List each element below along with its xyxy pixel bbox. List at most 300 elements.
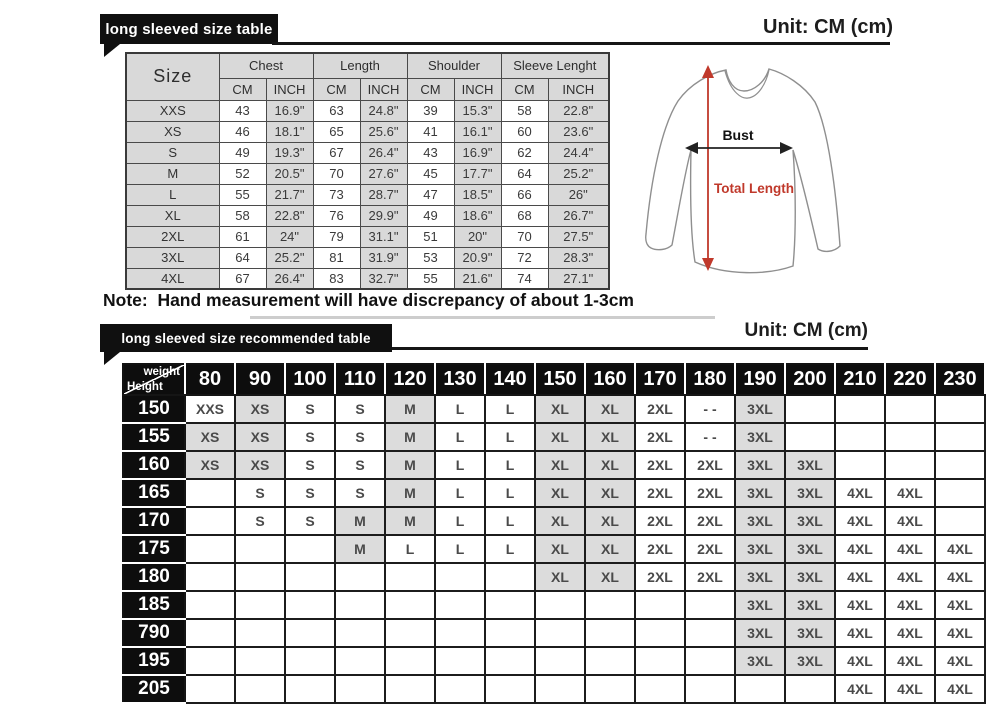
measure-cell: 21.7": [266, 184, 313, 205]
size-rec-cell: 4XL: [935, 675, 985, 703]
height-row: [123, 451, 985, 479]
size-rec-cell: 4XL: [835, 507, 885, 535]
size-rec-cell: L: [435, 507, 485, 535]
size-rec-cell: [835, 451, 885, 479]
weight-header: 220: [885, 364, 935, 395]
unit-subheader: CM: [219, 78, 266, 100]
measure-cell: 81: [313, 247, 360, 268]
measure-cell: 53: [407, 247, 454, 268]
size-rec-cell: [735, 675, 785, 703]
size-rec-cell: L: [485, 535, 535, 563]
size-rec-cell: S: [285, 507, 335, 535]
size-rec-cell: [885, 395, 935, 423]
height-row: [123, 647, 985, 675]
weight-header: 210: [835, 364, 885, 395]
weight-header: 230: [935, 364, 985, 395]
weight-header: 190: [735, 364, 785, 395]
height-row: [123, 563, 985, 591]
size-rec-cell: [185, 535, 235, 563]
size-rec-cell: [585, 647, 635, 675]
measure-cell: 74: [501, 268, 548, 289]
weight-header: 80: [185, 364, 235, 395]
size-rec-cell: 4XL: [835, 619, 885, 647]
measure-cell: 52: [219, 163, 266, 184]
measure-cell: 58: [219, 205, 266, 226]
size-rec-cell: [235, 647, 285, 675]
size-rec-cell: [185, 507, 235, 535]
size-rec-cell: XL: [535, 563, 585, 591]
size-rec-cell: [485, 675, 535, 703]
measure-cell: 25.2": [266, 247, 313, 268]
weight-header: 130: [435, 364, 485, 395]
size-rec-cell: [235, 591, 285, 619]
size-rec-cell: [935, 423, 985, 451]
size-rec-cell: [185, 591, 235, 619]
size-rec-cell: 2XL: [685, 563, 735, 591]
size-rec-cell: [335, 563, 385, 591]
section-tag-recommended-table: [100, 324, 392, 352]
size-rec-cell: [185, 563, 235, 591]
measure-cell: 18.5": [454, 184, 501, 205]
size-rec-cell: [635, 675, 685, 703]
size-rec-cell: L: [435, 395, 485, 423]
size-rec-cell: [185, 647, 235, 675]
measure-cell: 61: [219, 226, 266, 247]
measure-cell: 63: [313, 100, 360, 121]
height-header: 150: [123, 395, 185, 423]
weight-header: 150: [535, 364, 585, 395]
size-rec-cell: XL: [585, 395, 635, 423]
size-rec-cell: 4XL: [885, 507, 935, 535]
measure-cell: 24": [266, 226, 313, 247]
shirt-outline: [646, 69, 840, 273]
measure-group-header: Shoulder: [407, 53, 501, 78]
weight-header: 160: [585, 364, 635, 395]
size-rec-cell: M: [385, 479, 435, 507]
size-rec-cell: [435, 591, 485, 619]
size-rec-cell: 4XL: [885, 535, 935, 563]
unit-subheader: CM: [313, 78, 360, 100]
measure-cell: 20.9": [454, 247, 501, 268]
size-rec-cell: [285, 647, 335, 675]
size-rec-cell: [335, 675, 385, 703]
size-row: [126, 184, 609, 205]
size-rec-cell: S: [335, 451, 385, 479]
height-header: 790: [123, 619, 185, 647]
size-rec-cell: M: [335, 535, 385, 563]
size-label-cell: XXS: [126, 100, 219, 121]
size-rec-cell: [935, 479, 985, 507]
measure-cell: 16.9": [266, 100, 313, 121]
measure-cell: 45: [407, 163, 454, 184]
height-header: 165: [123, 479, 185, 507]
unit-label: Unit: CM (cm): [763, 16, 893, 38]
size-rec-cell: [235, 535, 285, 563]
size-rec-cell: XL: [585, 479, 635, 507]
height-header: 160: [123, 451, 185, 479]
size-rec-cell: [485, 647, 535, 675]
size-rec-cell: [785, 395, 835, 423]
size-rec-cell: 4XL: [835, 591, 885, 619]
measure-cell: 67: [313, 142, 360, 163]
size-rec-cell: XL: [535, 451, 585, 479]
section-tag-label: long sleeved size table: [105, 20, 273, 38]
divider-line: [272, 42, 890, 45]
height-row: [123, 423, 985, 451]
measure-cell: 46: [219, 121, 266, 142]
measure-cell: 25.2": [548, 163, 609, 184]
size-rec-cell: [385, 675, 435, 703]
measure-cell: 67: [219, 268, 266, 289]
size-rec-cell: XS: [185, 423, 235, 451]
size-rec-cell: 4XL: [885, 563, 935, 591]
size-rec-cell: [385, 647, 435, 675]
measure-cell: 20": [454, 226, 501, 247]
height-header: 170: [123, 507, 185, 535]
height-header: 180: [123, 563, 185, 591]
size-rec-cell: 4XL: [935, 563, 985, 591]
size-rec-cell: XL: [535, 479, 585, 507]
height-header: 155: [123, 423, 185, 451]
size-rec-cell: 2XL: [685, 535, 735, 563]
measure-cell: 49: [407, 205, 454, 226]
size-rec-cell: [485, 591, 535, 619]
size-rec-cell: 4XL: [885, 619, 935, 647]
measure-cell: 68: [501, 205, 548, 226]
measure-cell: 47: [407, 184, 454, 205]
measure-cell: 49: [219, 142, 266, 163]
size-rec-cell: L: [435, 423, 485, 451]
size-rec-cell: XL: [535, 395, 585, 423]
size-rec-cell: 4XL: [885, 675, 935, 703]
size-rec-cell: S: [285, 479, 335, 507]
size-rec-cell: S: [335, 423, 385, 451]
size-rec-cell: [935, 507, 985, 535]
size-row: [126, 268, 609, 289]
size-row: [126, 121, 609, 142]
measure-cell: 26.4": [360, 142, 407, 163]
size-rec-cell: XS: [235, 451, 285, 479]
size-rec-cell: S: [285, 451, 335, 479]
corner-header: [123, 364, 185, 395]
size-rec-cell: S: [335, 395, 385, 423]
size-rec-cell: M: [335, 507, 385, 535]
size-rec-cell: [485, 619, 535, 647]
measure-cell: 28.7": [360, 184, 407, 205]
measure-cell: 29.9": [360, 205, 407, 226]
size-rec-cell: L: [485, 451, 535, 479]
measure-cell: 39: [407, 100, 454, 121]
size-rec-cell: [935, 451, 985, 479]
size-rec-cell: 3XL: [735, 423, 785, 451]
size-rec-cell: [785, 423, 835, 451]
size-column-header: Size: [126, 53, 219, 100]
size-rec-cell: [285, 619, 335, 647]
size-rec-cell: 3XL: [735, 591, 785, 619]
size-rec-cell: 3XL: [785, 591, 835, 619]
unit-subheader: CM: [407, 78, 454, 100]
size-rec-cell: 3XL: [785, 451, 835, 479]
size-rec-cell: 3XL: [735, 451, 785, 479]
measure-cell: 51: [407, 226, 454, 247]
size-rec-cell: 3XL: [735, 507, 785, 535]
measure-group-header: Length: [313, 53, 407, 78]
divider-line: [392, 347, 868, 350]
size-rec-cell: L: [385, 535, 435, 563]
size-rec-cell: [385, 619, 435, 647]
measure-cell: 24.4": [548, 142, 609, 163]
size-rec-cell: 4XL: [935, 591, 985, 619]
size-rec-cell: M: [385, 451, 435, 479]
size-rec-cell: L: [435, 451, 485, 479]
size-rec-cell: [335, 647, 385, 675]
size-rec-cell: [335, 591, 385, 619]
size-rec-cell: [435, 563, 485, 591]
size-rec-cell: [535, 675, 585, 703]
size-rec-cell: [835, 423, 885, 451]
height-row: [123, 591, 985, 619]
weight-header: 110: [335, 364, 385, 395]
size-rec-cell: 4XL: [935, 535, 985, 563]
measure-cell: 20.5": [266, 163, 313, 184]
measure-cell: 72: [501, 247, 548, 268]
size-rec-cell: XL: [535, 507, 585, 535]
size-rec-cell: XL: [585, 563, 635, 591]
height-row: [123, 479, 985, 507]
size-rec-cell: XS: [235, 395, 285, 423]
size-rec-cell: [235, 619, 285, 647]
measure-cell: 31.9": [360, 247, 407, 268]
measure-cell: 18.6": [454, 205, 501, 226]
size-label-cell: 3XL: [126, 247, 219, 268]
size-rec-cell: XS: [235, 423, 285, 451]
size-rec-cell: S: [235, 507, 285, 535]
measure-cell: 41: [407, 121, 454, 142]
size-rec-cell: [185, 479, 235, 507]
measure-cell: 22.8": [266, 205, 313, 226]
height-row: [123, 395, 985, 423]
arrowhead-up: [702, 65, 714, 78]
measure-cell: 76: [313, 205, 360, 226]
weight-header: 120: [385, 364, 435, 395]
size-rec-cell: [585, 675, 635, 703]
measure-cell: 15.3": [454, 100, 501, 121]
size-rec-cell: 3XL: [785, 479, 835, 507]
size-rec-cell: 4XL: [835, 535, 885, 563]
size-rec-cell: XS: [185, 451, 235, 479]
height-header: 175: [123, 535, 185, 563]
size-rec-cell: 3XL: [785, 507, 835, 535]
measure-cell: 24.8": [360, 100, 407, 121]
size-rec-cell: [285, 591, 335, 619]
measure-cell: 27.5": [548, 226, 609, 247]
size-row: [126, 205, 609, 226]
corner-height-label: Height: [127, 381, 163, 393]
section-tag-label: long sleeved size recommended table: [121, 330, 371, 346]
size-rec-cell: [635, 619, 685, 647]
measure-cell: 60: [501, 121, 548, 142]
size-label-cell: L: [126, 184, 219, 205]
size-rec-cell: [535, 647, 585, 675]
size-rec-cell: [185, 675, 235, 703]
shirt-measurement-diagram: [638, 56, 870, 288]
size-rec-cell: L: [485, 479, 535, 507]
measure-cell: 73: [313, 184, 360, 205]
size-rec-cell: L: [485, 395, 535, 423]
measure-cell: 32.7": [360, 268, 407, 289]
size-rec-cell: 2XL: [635, 563, 685, 591]
size-rec-cell: 3XL: [735, 563, 785, 591]
size-rec-cell: [885, 423, 935, 451]
size-rec-cell: [285, 563, 335, 591]
unit-subheader: INCH: [266, 78, 313, 100]
size-rec-cell: [635, 591, 685, 619]
size-rec-cell: [685, 647, 735, 675]
size-rec-cell: [785, 675, 835, 703]
size-rec-cell: L: [435, 535, 485, 563]
measure-cell: 26.7": [548, 205, 609, 226]
section-tag-size-table: [100, 14, 278, 44]
size-rec-cell: [435, 675, 485, 703]
size-rec-cell: 2XL: [635, 451, 685, 479]
size-rec-cell: [835, 395, 885, 423]
height-row: [123, 507, 985, 535]
measure-cell: 26.4": [266, 268, 313, 289]
size-rec-cell: XL: [585, 451, 635, 479]
measure-cell: 22.8": [548, 100, 609, 121]
measurement-note: Note: Hand measurement will have discrepancy of about 1-3cm: [103, 290, 634, 310]
size-rec-cell: [385, 591, 435, 619]
height-row: [123, 619, 985, 647]
size-rec-cell: 2XL: [635, 395, 685, 423]
measure-cell: 43: [219, 100, 266, 121]
size-rec-cell: - -: [685, 423, 735, 451]
size-label-cell: XS: [126, 121, 219, 142]
measure-cell: 18.1": [266, 121, 313, 142]
size-label-cell: XL: [126, 205, 219, 226]
size-rec-cell: M: [385, 507, 435, 535]
size-rec-cell: 3XL: [735, 535, 785, 563]
size-rec-cell: [435, 619, 485, 647]
measure-cell: 27.6": [360, 163, 407, 184]
size-rec-cell: M: [385, 423, 435, 451]
measure-cell: 26": [548, 184, 609, 205]
size-rec-cell: 4XL: [885, 591, 935, 619]
measure-cell: 83: [313, 268, 360, 289]
size-label-cell: 2XL: [126, 226, 219, 247]
header-row: [126, 53, 609, 78]
size-rec-cell: 2XL: [685, 451, 735, 479]
unit-subheader: INCH: [454, 78, 501, 100]
measure-cell: 70: [501, 226, 548, 247]
unit-subheader: INCH: [548, 78, 609, 100]
size-rec-cell: 4XL: [885, 479, 935, 507]
measure-cell: 16.9": [454, 142, 501, 163]
size-rec-cell: 4XL: [835, 563, 885, 591]
size-rec-cell: [535, 591, 585, 619]
size-rec-cell: 4XL: [885, 647, 935, 675]
measure-group-header: Chest: [219, 53, 313, 78]
size-rec-cell: L: [485, 507, 535, 535]
measure-cell: 43: [407, 142, 454, 163]
size-rec-cell: 2XL: [635, 507, 685, 535]
measure-cell: 55: [407, 268, 454, 289]
size-rec-cell: 4XL: [835, 647, 885, 675]
measure-cell: 64: [219, 247, 266, 268]
size-rec-cell: S: [285, 395, 335, 423]
measure-cell: 19.3": [266, 142, 313, 163]
size-rec-cell: 2XL: [685, 479, 735, 507]
height-header: 185: [123, 591, 185, 619]
measure-cell: 27.1": [548, 268, 609, 289]
size-rec-cell: 4XL: [935, 619, 985, 647]
size-label-cell: 4XL: [126, 268, 219, 289]
size-recommended-table: [122, 363, 986, 704]
size-label-cell: S: [126, 142, 219, 163]
size-label-cell: M: [126, 163, 219, 184]
height-row: [123, 675, 985, 703]
weight-header: 90: [235, 364, 285, 395]
size-row: [126, 247, 609, 268]
size-rec-cell: 3XL: [785, 563, 835, 591]
size-rec-cell: 3XL: [735, 479, 785, 507]
size-rec-cell: [585, 591, 635, 619]
total-length-label: Total Length: [714, 181, 794, 196]
size-row: [126, 142, 609, 163]
measure-cell: 21.6": [454, 268, 501, 289]
height-header: 195: [123, 647, 185, 675]
measure-cell: 79: [313, 226, 360, 247]
size-rec-cell: 4XL: [835, 675, 885, 703]
height-row: [123, 535, 985, 563]
size-rec-cell: [235, 675, 285, 703]
unit-subheader: INCH: [360, 78, 407, 100]
height-header: 205: [123, 675, 185, 703]
weight-header: 100: [285, 364, 335, 395]
measure-cell: 31.1": [360, 226, 407, 247]
size-rec-cell: XL: [585, 507, 635, 535]
size-rec-cell: [935, 395, 985, 423]
size-row: [126, 163, 609, 184]
size-rec-cell: 3XL: [785, 535, 835, 563]
bust-label: Bust: [722, 127, 754, 143]
measure-cell: 58: [501, 100, 548, 121]
size-row: [126, 226, 609, 247]
size-rec-cell: [235, 563, 285, 591]
size-rec-cell: 4XL: [835, 479, 885, 507]
size-rec-cell: [435, 647, 485, 675]
size-rec-cell: [285, 535, 335, 563]
measure-cell: 16.1": [454, 121, 501, 142]
measure-cell: 23.6": [548, 121, 609, 142]
size-rec-cell: [335, 619, 385, 647]
size-rec-cell: [285, 675, 335, 703]
measure-cell: 55: [219, 184, 266, 205]
size-rec-cell: 2XL: [635, 479, 685, 507]
size-rec-cell: 2XL: [635, 423, 685, 451]
size-rec-cell: L: [435, 479, 485, 507]
size-rec-cell: XL: [585, 535, 635, 563]
size-rec-cell: 3XL: [785, 619, 835, 647]
size-rec-cell: S: [335, 479, 385, 507]
size-rec-cell: 3XL: [735, 619, 785, 647]
size-rec-cell: [535, 619, 585, 647]
size-rec-cell: S: [235, 479, 285, 507]
measure-cell: 70: [313, 163, 360, 184]
size-rec-cell: S: [285, 423, 335, 451]
measure-cell: 17.7": [454, 163, 501, 184]
size-rec-cell: 2XL: [685, 507, 735, 535]
